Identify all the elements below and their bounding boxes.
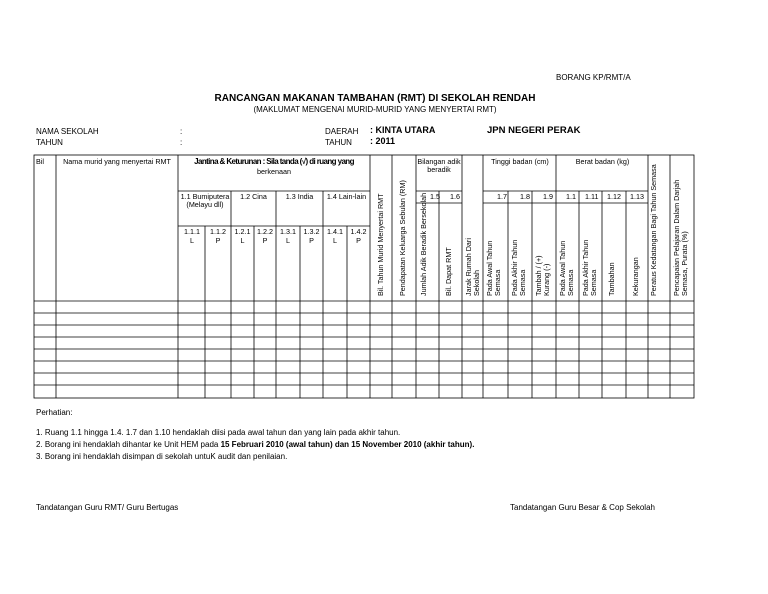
col-tinggi-tambah: Tambah / (+) Kurang (-) <box>534 255 551 296</box>
col-tinggi-awal: Pada Awal Tahun Semasa <box>485 240 502 296</box>
num-1-7: 1.7 <box>497 192 507 201</box>
num-1-10: 1.1 <box>566 192 576 201</box>
col-berat: Berat badan (kg) <box>575 157 630 166</box>
sub-sex: P <box>356 236 361 245</box>
signature-right: Tandatangan Guru Besar & Cop Sekolah <box>510 503 655 512</box>
col-lain-lain: 1.4 Lain-lain <box>326 193 367 201</box>
sub-sex: P <box>215 236 221 245</box>
notes-heading: Perhatian: <box>36 408 73 417</box>
district-value: : KINTA UTARA <box>370 125 436 135</box>
sub-code: 1.1.1 <box>184 227 200 236</box>
col-jumlah-adik: Jumlah Adik Beradik Bersekolah <box>419 192 428 296</box>
col-pencapaian: Pencapaian Pelajaran Dalam Darjah Semasa, Purata (%) <box>672 179 689 296</box>
year-label: TAHUN <box>36 138 63 147</box>
col-berat-awal: Pada Awal Tahun Semasa <box>558 240 575 296</box>
sub-code: 1.1.2 <box>210 227 226 236</box>
signature-left: Tandatangan Guru RMT/ Guru Bertugas <box>36 503 179 512</box>
sub-code: 1.2.1 <box>234 227 251 236</box>
school-value[interactable]: : <box>180 127 183 136</box>
col-group-line1: Jantina & Keturunan : Sila tanda (√) di ruang yang <box>194 157 354 166</box>
col-jarak: Jarak Rumah Dari Sekolah <box>464 238 481 296</box>
col-bil-tahun: Bil. Tahun Murid Menyertai RMT <box>376 193 385 296</box>
sub-code: 1.3.1 <box>280 227 296 236</box>
sub-code: 1.2.2 <box>257 227 273 236</box>
note-3: 3. Borang ini hendaklah disimpan di sekolah untuK audit dan penilaian. <box>36 452 288 461</box>
sub-sex: P <box>262 236 268 245</box>
school-label: NAMA SEKOLAH <box>36 127 99 136</box>
tahun-value: : 2011 <box>370 136 396 146</box>
jpn-label: JPN NEGERI PERAK <box>487 125 581 136</box>
district-label: DAERAH <box>325 127 359 136</box>
col-berat-akhir: Pada Akhir Tahun Semasa <box>581 239 598 296</box>
col-name: Nama murid yang menyertai RMT <box>63 157 171 166</box>
col-tinggi-akhir: Pada Akhir Tahun Semasa <box>510 239 527 296</box>
col-bumiputera: 1.1 Bumiputera (Melayu dll) <box>180 192 230 209</box>
col-pendapatan: Pendapatan Keluarga Sebulan (RM) <box>398 180 407 296</box>
form-code: BORANG KP/RMT/A <box>556 73 631 82</box>
sub-code: 1.3.2 <box>303 227 320 236</box>
num-1-6: 1.6 <box>450 192 460 201</box>
col-bilangan-adik: Bilangan adik beradik <box>417 157 461 174</box>
col-peratus: Peratus Kedatangan Bagi Tahun Semasa <box>649 164 658 296</box>
year-value[interactable]: : <box>180 138 183 147</box>
sub-sex: L <box>240 236 245 245</box>
num-1-11: 1.11 <box>585 192 599 201</box>
num-1-13: 1.13 <box>630 192 644 201</box>
col-group-line2: berkenaan <box>257 167 291 176</box>
num-1-8: 1.8 <box>520 192 530 201</box>
sub-sex: P <box>309 236 314 245</box>
col-india: 1.3 India <box>285 192 314 201</box>
num-1-9: 1.9 <box>543 192 553 201</box>
page-subtitle: (MAKLUMAT MENGENAI MURID-MURID YANG MENYERTAI RMT) <box>253 105 497 114</box>
page-title: RANCANGAN MAKANAN TAMBAHAN (RMT) DI SEKOLAH RENDAH <box>214 93 536 104</box>
note-2: 2. Borang ini hendaklah dihantar ke Unit HEM pada 15 Februari 2010 (awal tahun) dan 15 November 2010 (akhir tahun). <box>36 440 475 449</box>
col-bil: Bil <box>36 157 44 166</box>
col-tinggi: Tinggi badan (cm) <box>491 157 549 166</box>
col-bil-dapat: Bil. Dapat RMT <box>444 247 453 296</box>
col-cina: 1.2 Cina <box>240 192 267 201</box>
sub-sex: L <box>190 236 194 245</box>
col-berat-kekurangan: Kekurangan <box>631 257 640 296</box>
col-berat-tambahan: Tambahan <box>607 262 616 296</box>
sub-code: 1.4.2 <box>350 227 367 236</box>
note-1: 1. Ruang 1.1 hingga 1.4. 1.7 dan 1.10 hendaklah diisi pada awal tahun dan yang lain pada akhir tahun. <box>36 428 401 437</box>
sub-sex: L <box>286 236 290 245</box>
tahun-label: TAHUN <box>325 138 352 147</box>
sub-code: 1.4.1 <box>327 227 343 236</box>
sub-sex: L <box>333 236 337 245</box>
num-1-5: 1.5 <box>430 192 440 201</box>
num-1-12: 1.12 <box>607 192 621 201</box>
